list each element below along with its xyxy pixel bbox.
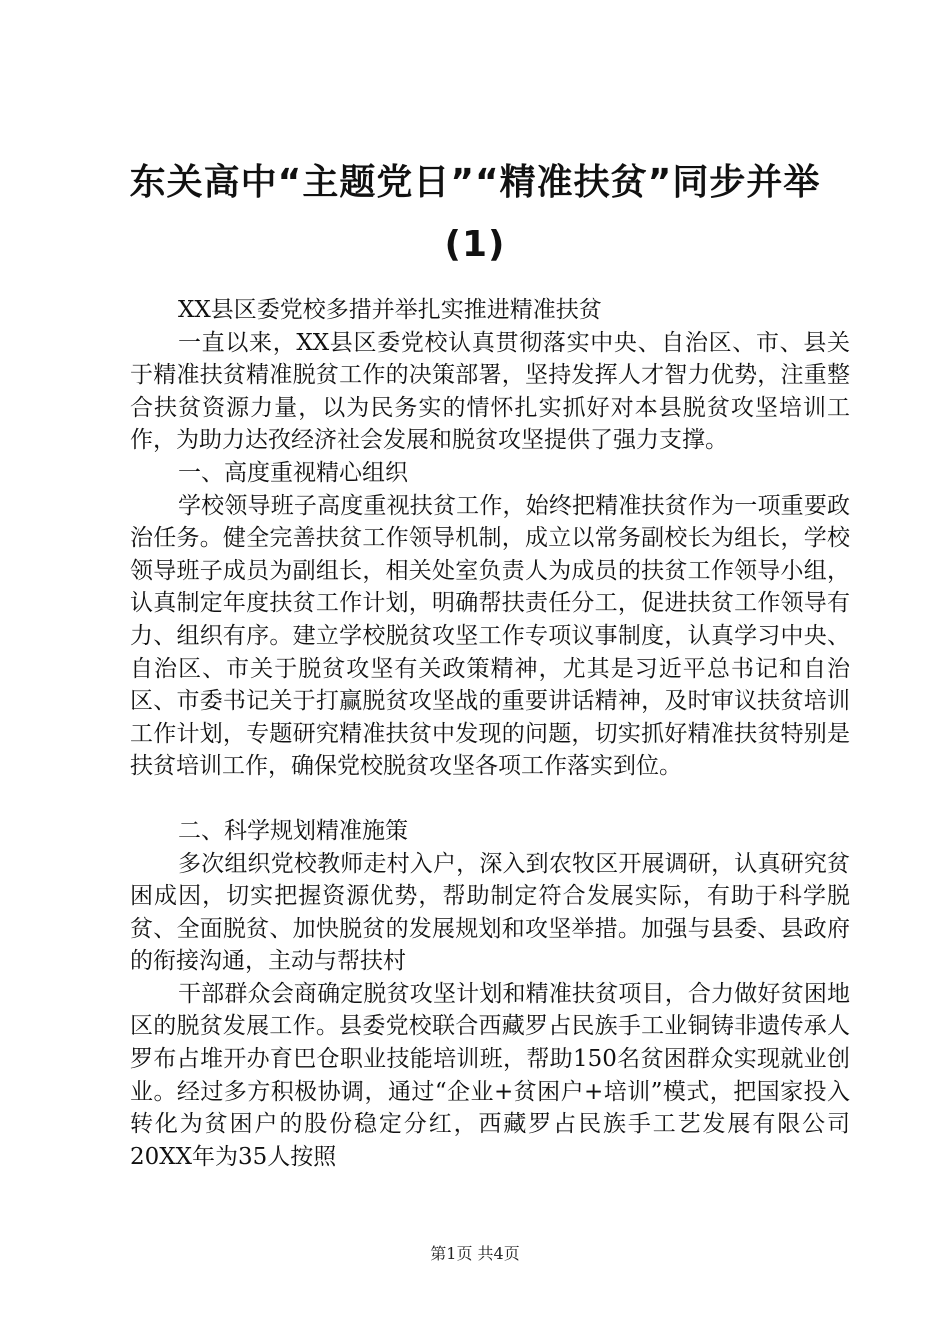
body-paragraph: 多次组织党校教师走村入户，深入到农牧区开展调研，认真研究贫困成因，切实把握资源优势，帮助制定符合发展实际，有助于科学脱贫、全面脱贫、加快脱贫的发展规划和攻坚举措。加强与县委、县政府的衔接沟通，主动与帮扶村 [130,850,850,975]
subtitle-paragraph: XX县区委党校多措并举扎实推进精准扶贫 [178,297,602,323]
document-title: 东关高中“主题党日”“精准扶贫”同步并举 [129,162,821,203]
document-title-suffix: (1) [444,224,506,265]
paragraph-gap [130,783,850,815]
body-paragraph: 干部群众会商确定脱贫攻坚计划和精准扶贫项目，合力做好贫困地区的脱贫发展工作。县委党校联合西藏罗占民族手工业铜铸非遗传承人罗布占堆开办育巴仓职业技能培训班，帮助150名贫困群众实现就业创业。经过多方积极协调，通过“企业+贫困户+培训”模式，把国家投入转化为贫困户的股份稳定分红，西藏罗占民族手工艺发展有限公司20XX年为35人按照 [130,980,850,1170]
body-paragraph: 学校领导班子高度重视扶贫工作，始终把精准扶贫作为一项重要政治任务。健全完善扶贫工作领导机制，成立以常务副校长为组长，学校领导班子成员为副组长，相关处室负责人为成员的扶贫工作领导小组，认真制定年度扶贫工作计划，明确帮扶责任分工，促进扶贫工作领导有力、组织有序。建立学校脱贫攻坚工作专项议事制度，认真学习中央、自治区、市关于脱贫攻坚有关政策精神，尤其是习近平总书记和自治区、市委书记关于打赢脱贫攻坚战的重要讲话精神，及时审议扶贫培训工作计划，专题研究精准扶贫中发现的问题，切实抓好精准扶贫特别是扶贫培训工作，确保党校脱贫攻坚各项工作落实到位。 [130,492,850,780]
page-footer: 第1页 共4页 [430,1244,520,1263]
body-paragraph: 一直以来，XX县区委党校认真贯彻落实中央、自治区、市、县关于精准扶贫精准脱贫工作的决策部署，坚持发挥人才智力优势，注重整合扶贫资源力量，以为民务实的情怀扎实抓好对本县脱贫攻坚培训工作，为助力达孜经济社会发展和脱贫攻坚提供了强力支撑。 [130,329,850,454]
section-heading-1: 一、高度重视精心组织 [178,459,408,486]
document-body [130,294,850,1173]
section-heading-2: 二、科学规划精准施策 [178,817,408,844]
